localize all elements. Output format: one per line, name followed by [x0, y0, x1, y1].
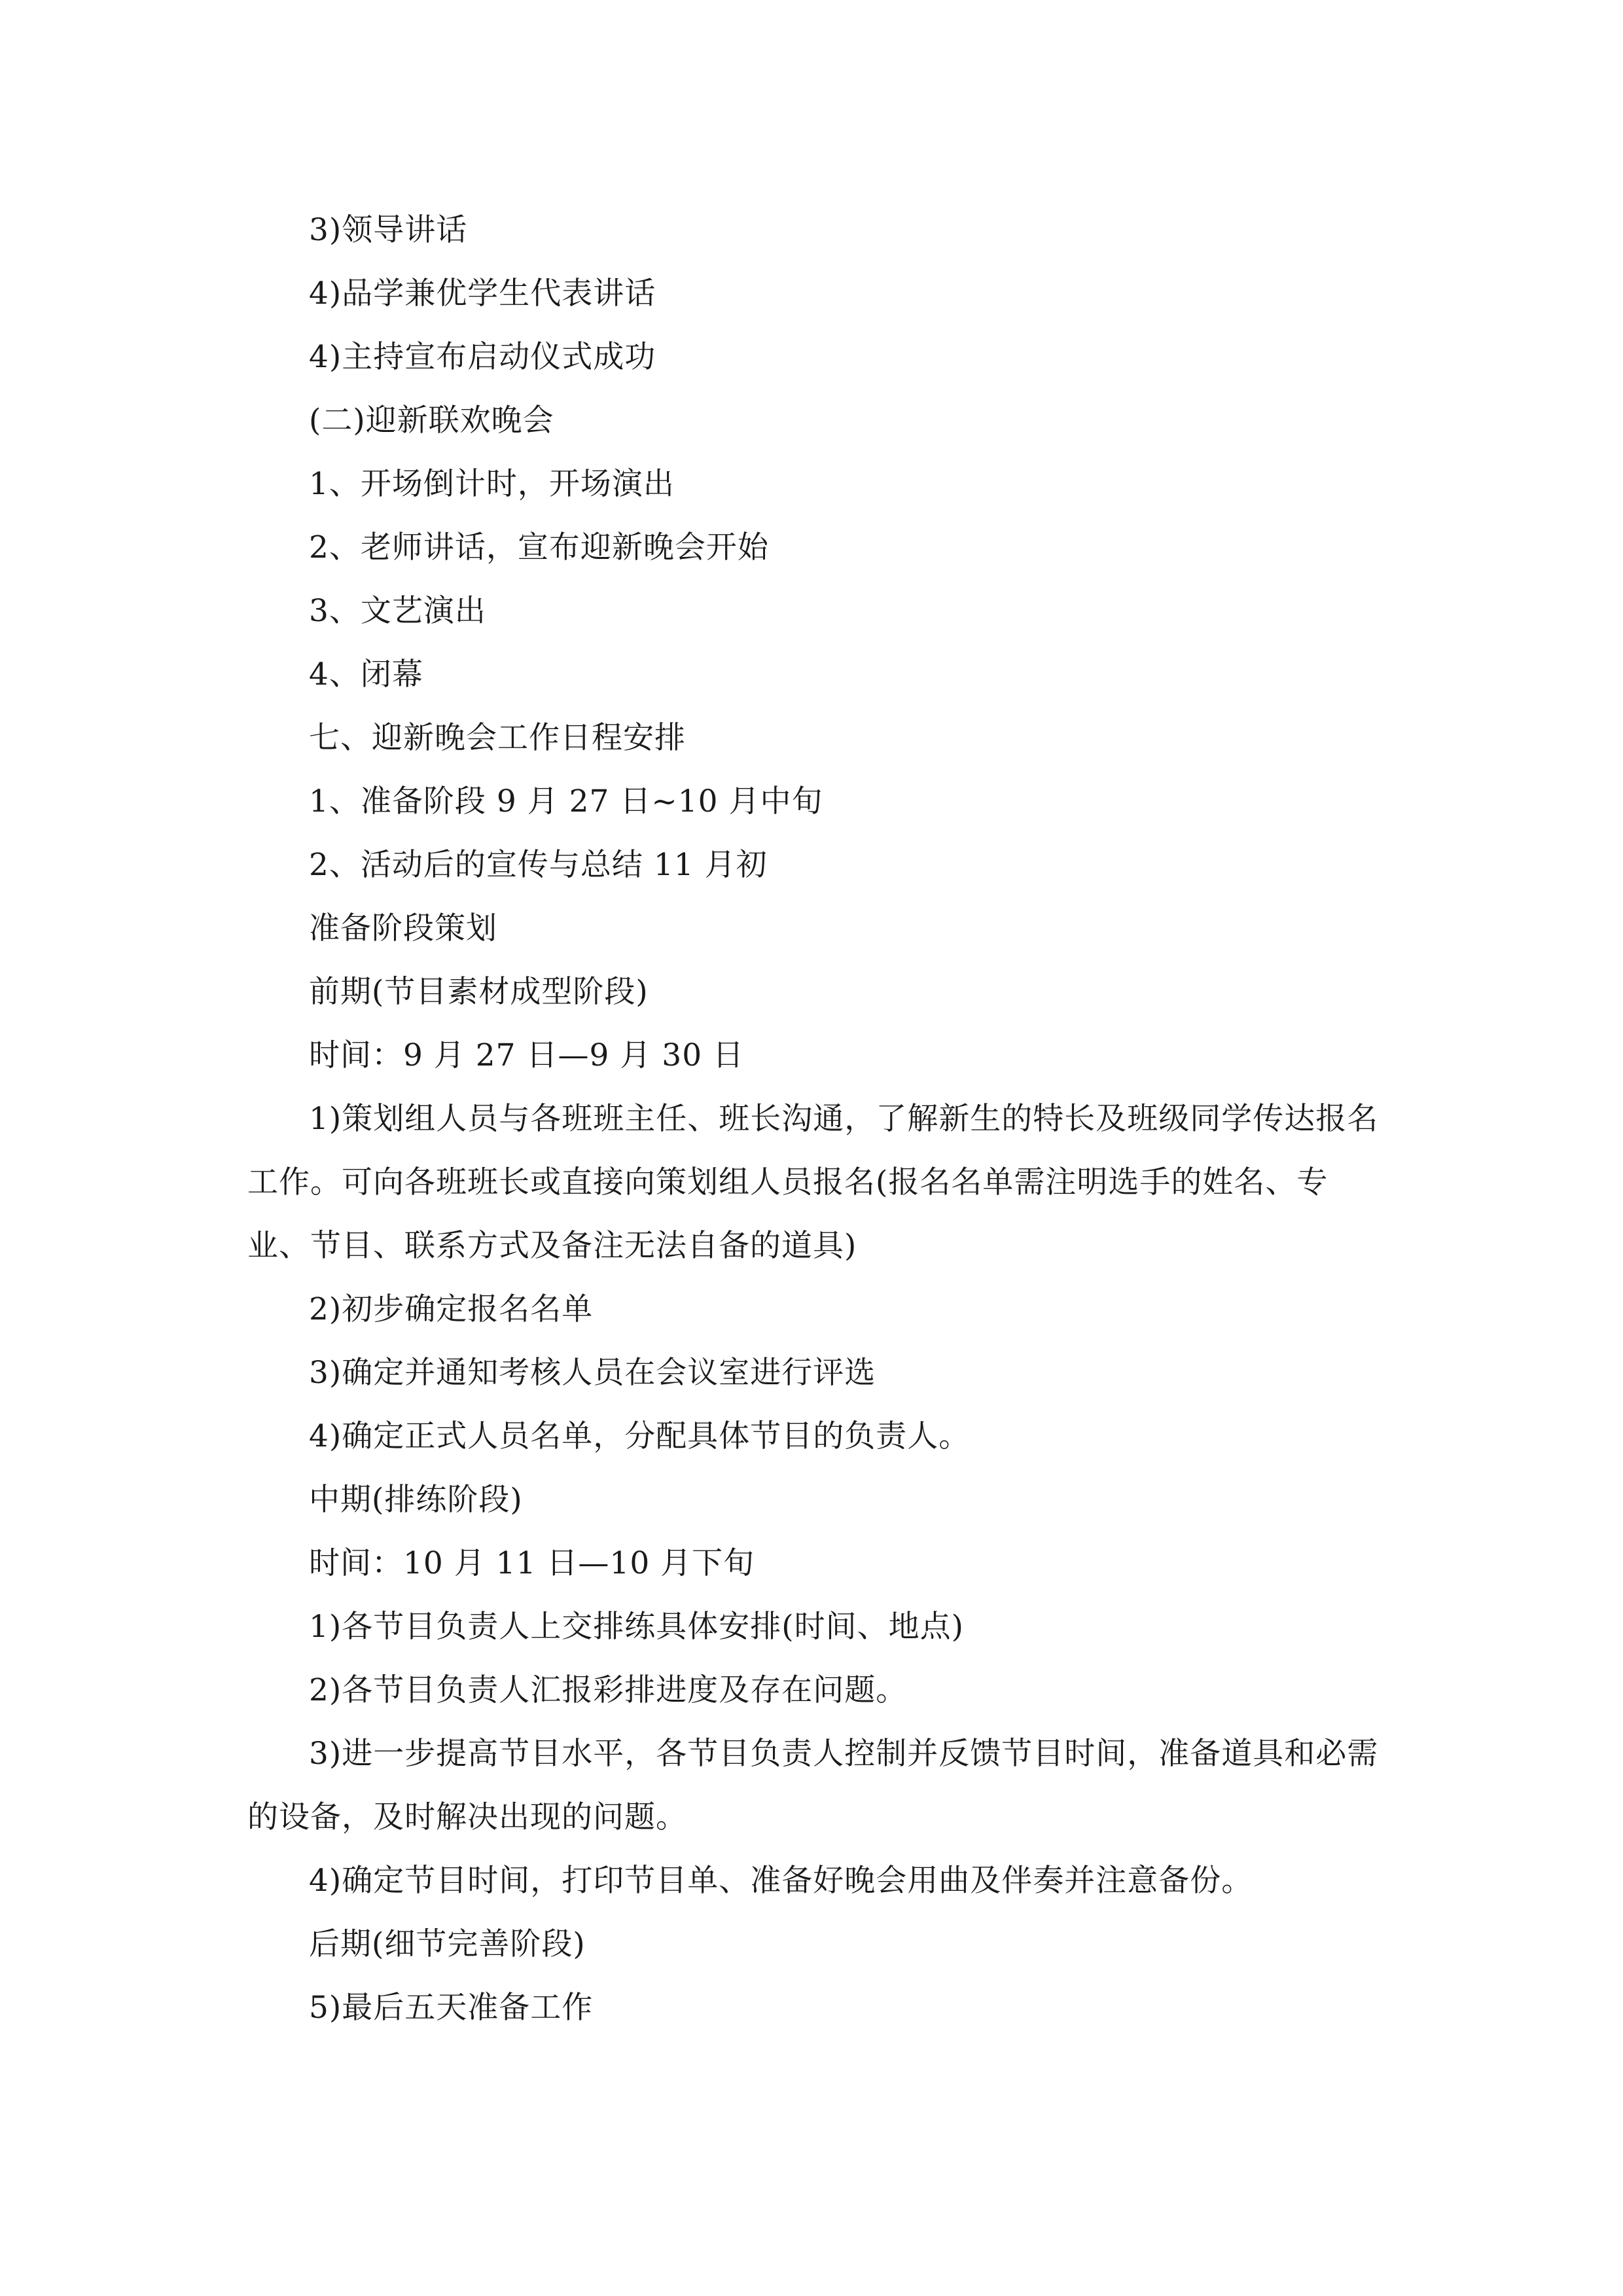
paragraph-early-item-4: 4)确定正式人员名单，分配具体节目的负责人。 [309, 1418, 971, 1454]
paragraph-early-item-1: 1)策划组人员与各班班主任、班长沟通，了解新生的特长及班级同学传达报名工作。可向各班班长或直接向策划组人员报名(报名名单需注明选手的姓名、专业、节目、联系方式及备注无法自备的道具) [247, 1101, 1379, 1264]
section-heading-schedule: 七、迎新晚会工作日程安排 [309, 720, 686, 756]
paragraph-performance: 3、文艺演出 [309, 593, 486, 629]
heading-prep-planning: 准备阶段策划 [309, 910, 497, 946]
paragraph-teacher-speech: 2、老师讲话，宣布迎新晚会开始 [309, 529, 769, 565]
paragraph-early-time: 时间：9 月 27 日—9 月 30 日 [309, 1037, 745, 1073]
heading-late-phase: 后期(细节完善阶段) [309, 1926, 586, 1962]
paragraph-late-item-5: 5)最后五天准备工作 [309, 1990, 594, 2026]
heading-mid-phase: 中期(排练阶段) [309, 1482, 523, 1518]
paragraph-mid-item-2: 2)各节目负责人汇报彩排进度及存在问题。 [309, 1672, 908, 1708]
paragraph-mid-item-4: 4)确定节目时间，打印节目单、准备好晚会用曲及伴奏并注意备份。 [309, 1863, 1253, 1899]
paragraph-speech-leader: 3)领导讲话 [309, 212, 468, 248]
document-body [247, 198, 1380, 2039]
paragraph-mid-item-1: 1)各节目负责人上交排练具体安排(时间、地点) [309, 1609, 964, 1645]
paragraph-closing: 4、闭幕 [309, 656, 423, 692]
paragraph-prep-phase: 1、准备阶段 9 月 27 日~10 月中旬 [309, 783, 823, 819]
heading-early-phase: 前期(节目素材成型阶段) [309, 974, 649, 1010]
paragraph-mid-time: 时间：10 月 11 日—10 月下旬 [309, 1545, 755, 1581]
section-heading-gala: (二)迎新联欢晚会 [309, 403, 554, 439]
paragraph-early-item-2: 2)初步确定报名名单 [309, 1291, 594, 1327]
paragraph-post-event: 2、活动后的宣传与总结 11 月初 [309, 847, 768, 883]
paragraph-countdown: 1、开场倒计时，开场演出 [309, 466, 675, 502]
paragraph-early-item-3: 3)确定并通知考核人员在会议室进行评选 [309, 1355, 876, 1391]
paragraph-announce-launch: 4)主持宣布启动仪式成功 [309, 339, 656, 375]
paragraph-speech-student: 4)品学兼优学生代表讲话 [309, 276, 656, 312]
paragraph-mid-item-3: 3)进一步提高节目水平，各节目负责人控制并反馈节目时间，准备道具和必需的设备，及时解决出现的问题。 [247, 1736, 1379, 1835]
